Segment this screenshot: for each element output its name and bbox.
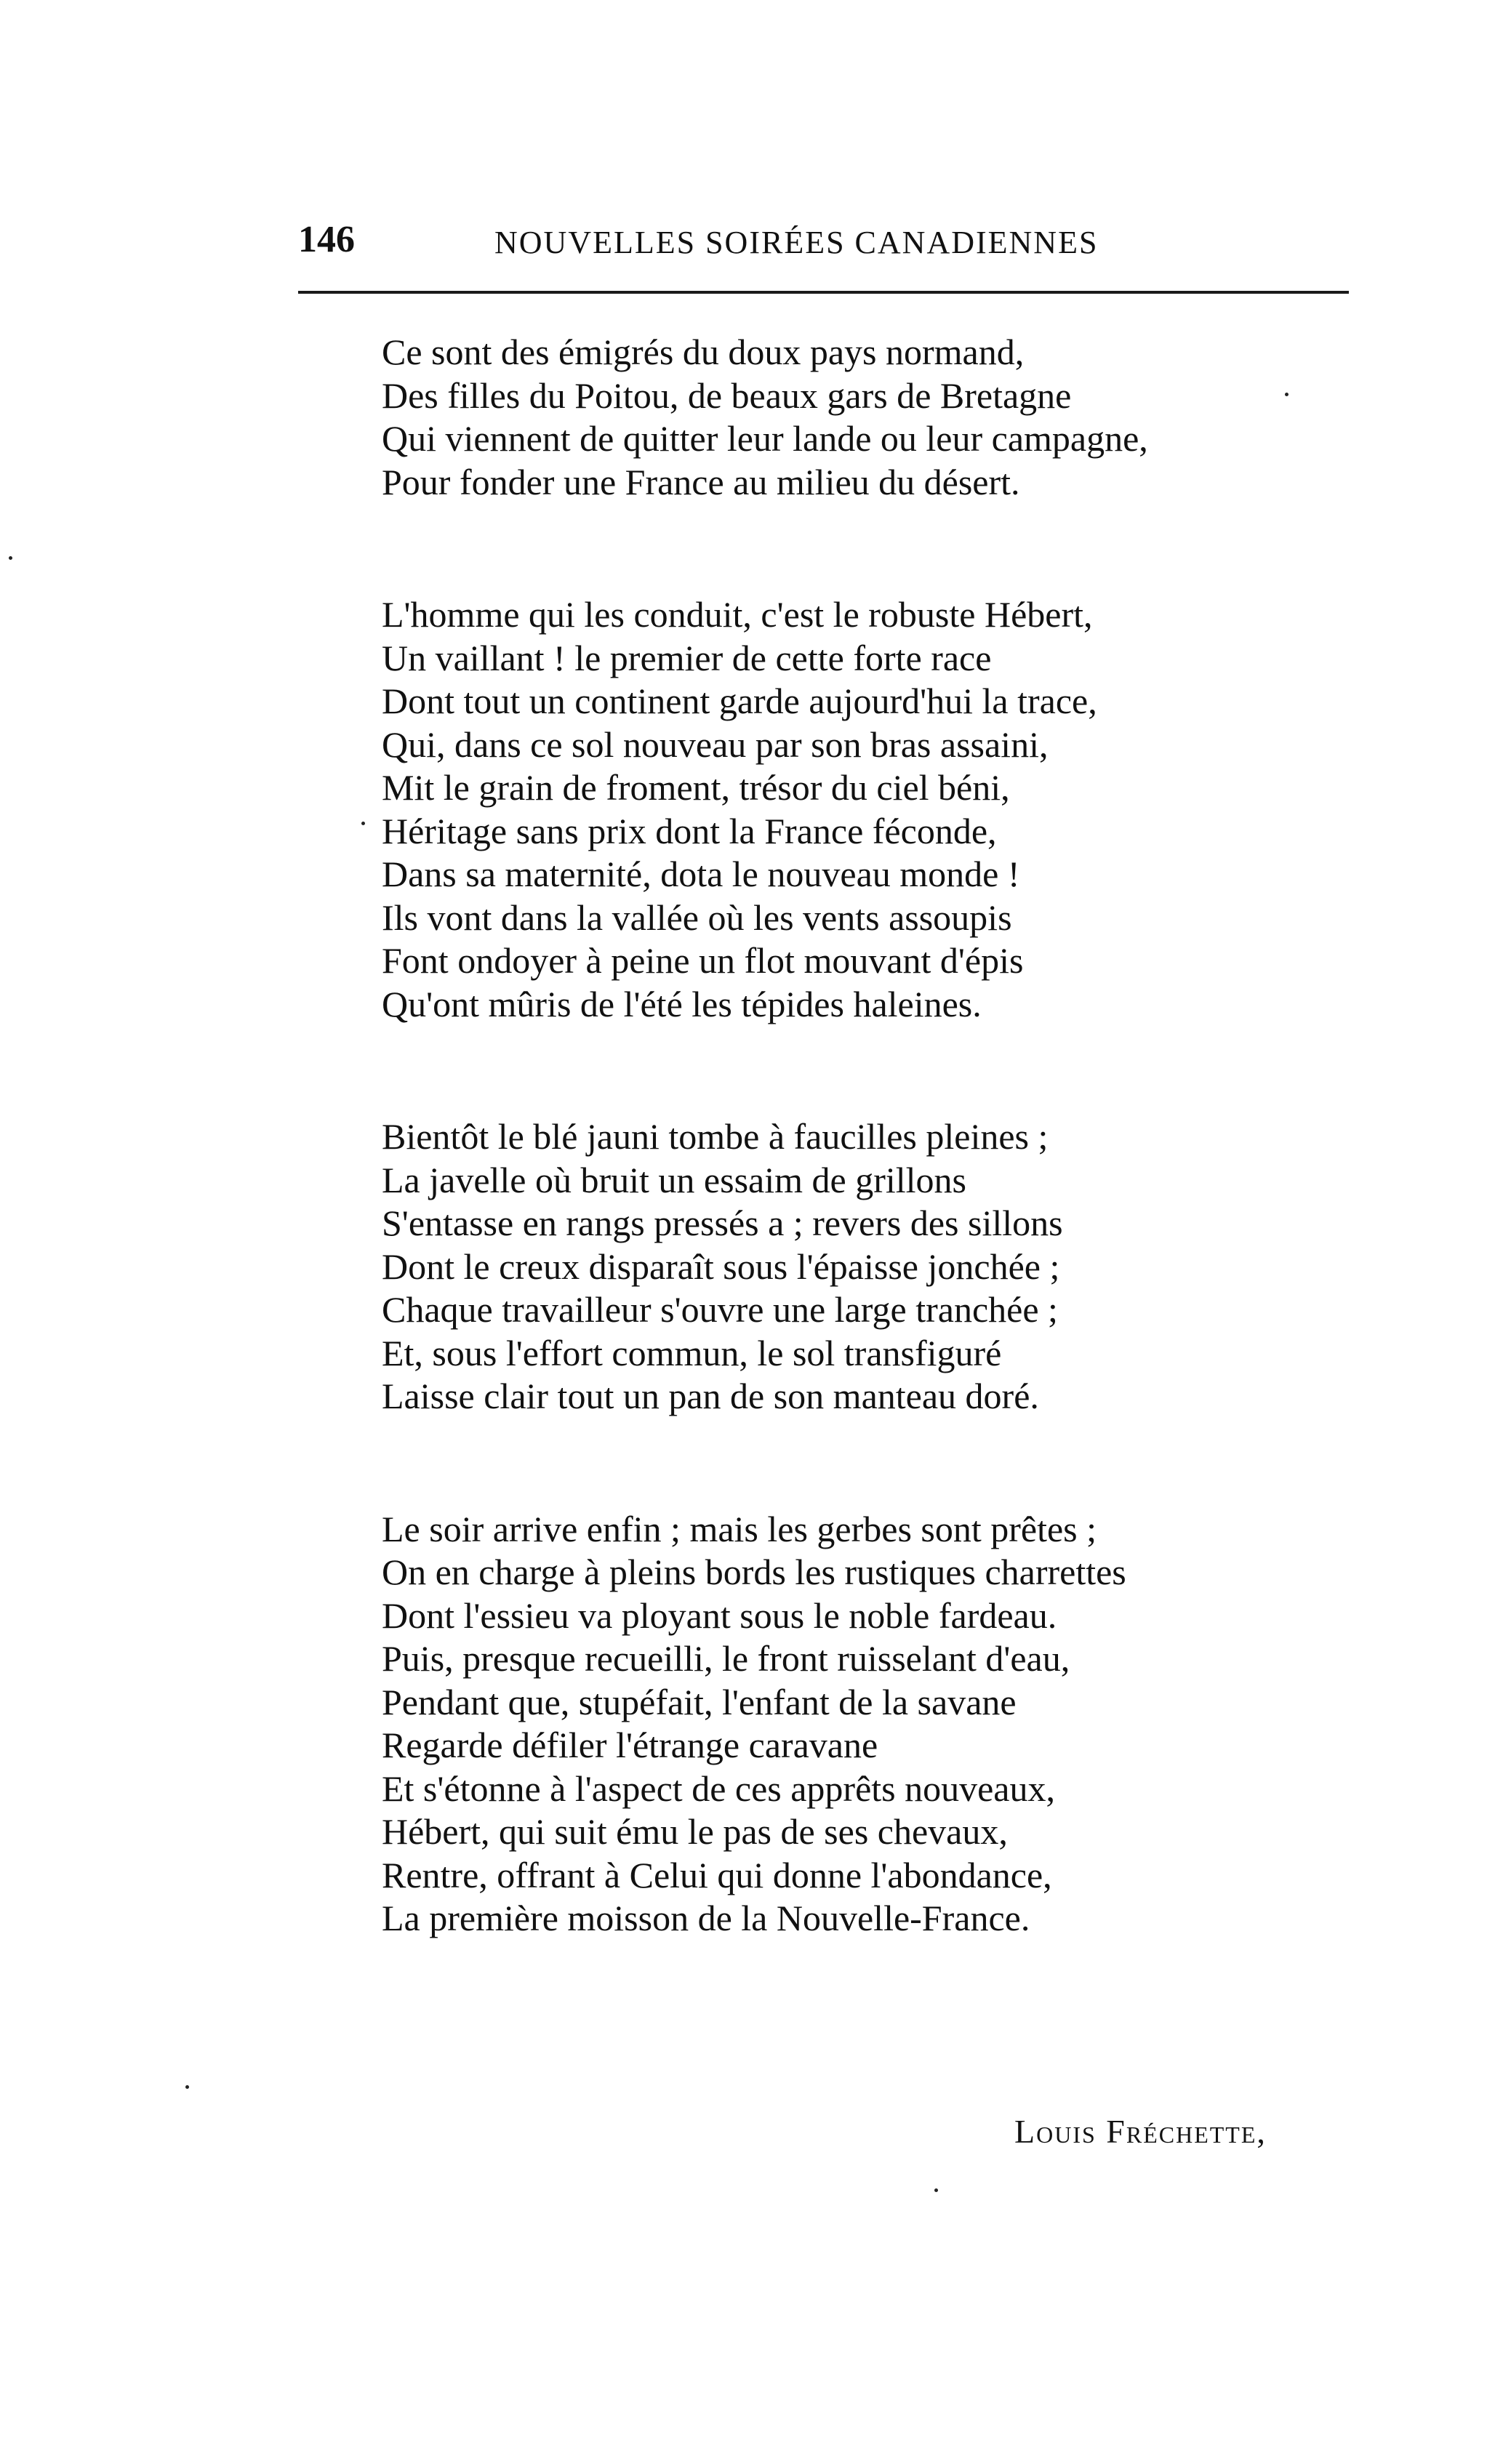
verse-line: Rentre, offrant à Celui qui donne l'abondance, (382, 1854, 1052, 1895)
verse-line: S'entasse en rangs pressés a ; revers des sillons (382, 1203, 1063, 1243)
verse-line: Font ondoyer à peine un flot mouvant d'épis (382, 940, 1024, 981)
stanza-4 (382, 1508, 1342, 1941)
verse-line: Regarde défiler l'étrange caravane (382, 1725, 878, 1765)
verse-line: Dont tout un continent garde aujourd'hui la trace, (382, 681, 1097, 721)
verse-line: Et s'étonne à l'aspect de ces apprêts nouveaux, (382, 1767, 1056, 1809)
verse-line: Le soir arrive enfin ; mais les gerbes sont prêtes ; (382, 1508, 1097, 1549)
verse-line: Des filles du Poitou, de beaux gars de Bretagne (382, 374, 1072, 416)
print-speck (1285, 393, 1288, 396)
print-speck (185, 2085, 189, 2089)
verse-line: Laisse clair tout un pan de son manteau doré. (382, 1376, 1039, 1416)
stanza-gap (382, 1026, 1342, 1115)
verse-line: La javelle où bruit un essaim de grillons (382, 1159, 966, 1200)
verse-line: Hébert, qui suit ému le pas de ses chevaux, (382, 1811, 1008, 1852)
verse-line: Bientôt le blé jauni tombe à faucilles pleines ; (382, 1116, 1049, 1157)
author-signature: Louis Fréchette, (1014, 2113, 1267, 2150)
verse-line: Dans sa maternité, dota le nouveau monde ! (382, 854, 1020, 894)
verse-line: Et, sous l'effort commun, le sol transfiguré (382, 1332, 1002, 1373)
print-speck (9, 556, 12, 560)
print-speck (361, 822, 365, 825)
verse-line: Ce sont des émigrés du doux pays normand, (382, 332, 1025, 372)
verse-line: On en charge à pleins bords les rustiques charrettes (382, 1552, 1126, 1592)
verse-line: Dont le creux disparaît sous l'épaisse jonchée ; (382, 1245, 1060, 1287)
verse-line: Qui viennent de quitter leur lande ou leur campagne, (382, 418, 1148, 459)
poem (382, 331, 1342, 1941)
verse-line: Pendant que, stupéfait, l'enfant de la savane (382, 1681, 1017, 1722)
stanza-1 (382, 331, 1342, 504)
header-rule (298, 291, 1349, 294)
print-speck (934, 2188, 938, 2192)
verse-line: Qui, dans ce sol nouveau par son bras assaini, (382, 723, 1049, 765)
verse-line: Mit le grain de froment, trésor du ciel béni, (382, 767, 1010, 808)
verse-line: Un vaillant ! le premier de cette forte race (382, 637, 992, 678)
stanza-gap (382, 1418, 1342, 1508)
stanza-gap (382, 504, 1342, 593)
verse-line: Qu'ont mûris de l'été les tépides haleines. (382, 983, 982, 1024)
verse-line: La première moisson de la Nouvelle-France. (382, 1898, 1030, 1938)
page-number: 146 (298, 219, 355, 260)
running-title: NOUVELLES SOIRÉES CANADIENNES (494, 225, 1099, 260)
verse-line: L'homme qui les conduit, c'est le robuste Hébert, (382, 594, 1093, 635)
running-head (298, 218, 1345, 276)
stanza-3 (382, 1115, 1342, 1418)
verse-line: Dont l'essieu va ployant sous le noble fardeau. (382, 1594, 1057, 1636)
stanza-2 (382, 593, 1342, 1026)
verse-line: Ils vont dans la vallée où les vents assoupis (382, 896, 1012, 938)
verse-line: Pour fonder une France au milieu du désert. (382, 461, 1020, 502)
verse-line: Chaque travailleur s'ouvre une large tranchée ; (382, 1289, 1058, 1330)
verse-line: Puis, presque recueilli, le front ruisselant d'eau, (382, 1638, 1070, 1679)
verse-line: Héritage sans prix dont la France féconde, (382, 810, 997, 851)
